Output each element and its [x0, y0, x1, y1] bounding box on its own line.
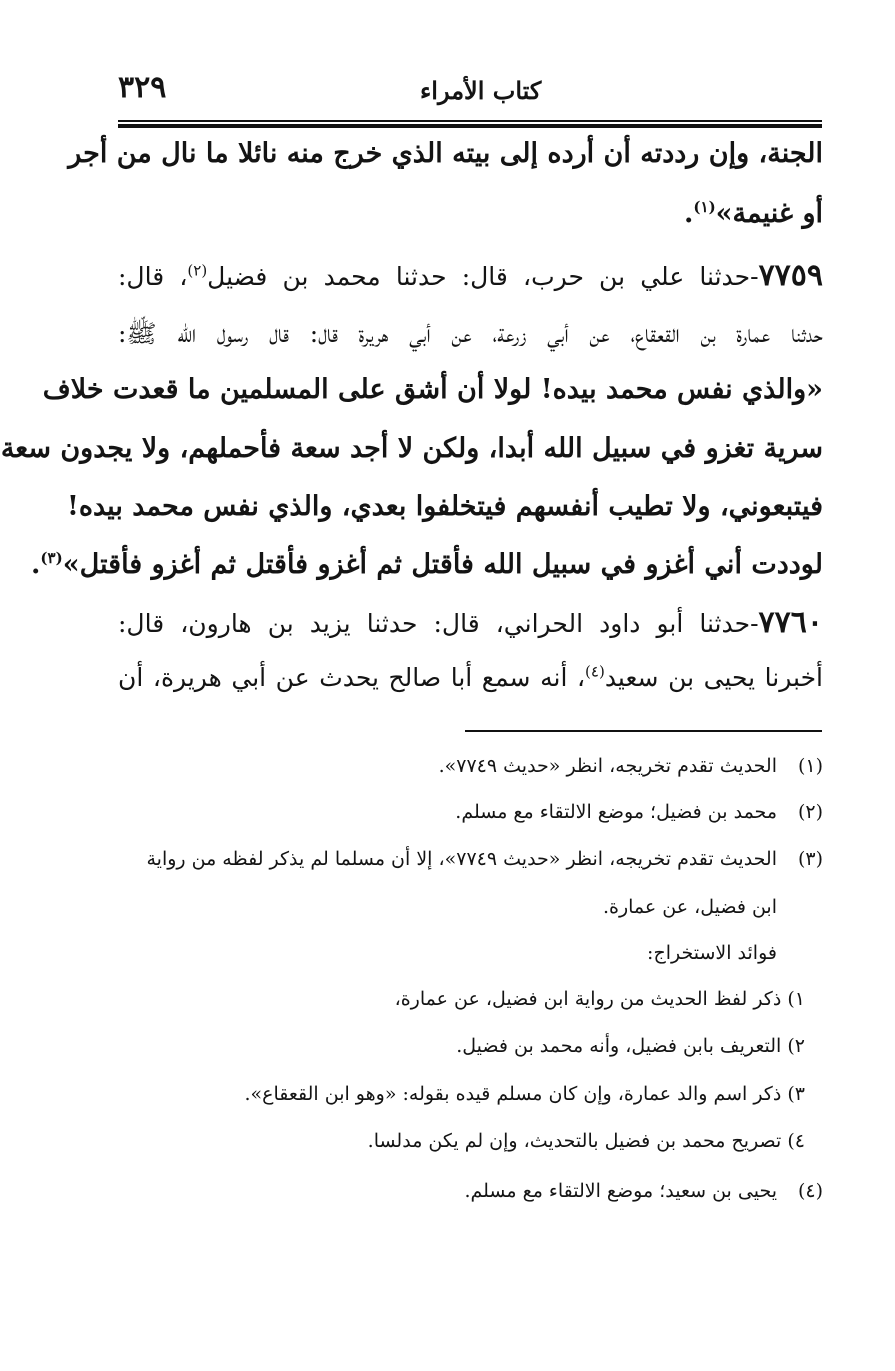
- footnote-2: [103, 801, 823, 823]
- footnote-3-continued: ابن فضيل، عن عمارة.: [602, 896, 777, 918]
- hadith-number: ٧٧٥٩: [758, 258, 824, 293]
- footnote-marker: (١): [797, 755, 823, 777]
- isnad-line: حدثنا عمارة بن القعقاع، عن أبي زرعة، عن أبي هريرة قال: قال رسول الله ﷺ:: [118, 319, 823, 348]
- punctuation: .: [31, 549, 41, 580]
- isnad-text: أخبرنا يحيى بن سعيد: [604, 663, 823, 692]
- page-header: [118, 70, 822, 116]
- hadith-text-line: «والذي نفس محمد بيده! لولا أن أشق على المسلمين ما قعدت خلاف: [42, 374, 823, 405]
- page-number: ٣٢٩: [118, 70, 167, 105]
- header-rule-thick: [118, 124, 822, 128]
- benefit-item: ٣) ذكر اسم والد عمارة، وإن كان مسلم قيده بقوله: «وهو ابن القعقاع».: [244, 1083, 805, 1105]
- footnote-separator: [465, 730, 822, 732]
- footnote-ref: (٤): [585, 662, 605, 681]
- footnote-3: [103, 848, 823, 870]
- footnote-marker: (٢): [797, 801, 823, 823]
- benefit-item: ١) ذكر لفظ الحديث من رواية ابن فضيل، عن عمارة،: [394, 988, 805, 1010]
- footnote-ref: (٢): [187, 261, 208, 280]
- running-title: كتاب الأمراء: [420, 76, 542, 105]
- footnote-text: الحديث تقدم تخريجه، انظر «حديث ٧٧٤٩».: [438, 755, 777, 777]
- footnote-1: [103, 755, 823, 777]
- footnote-text: الحديث تقدم تخريجه، انظر «حديث ٧٧٤٩»، إلا أن مسلما لم يذكر لفظه من رواية: [146, 848, 777, 870]
- hadith-7760-line: [118, 605, 823, 640]
- hadith-text-line: [118, 198, 823, 229]
- footnote-marker: (٤): [797, 1180, 823, 1202]
- isnad-line: [118, 663, 823, 692]
- isnad-text: -حدثنا أبو داود الحراني، قال: حدثنا يزيد بن هارون، قال:: [118, 609, 759, 638]
- hadith-text-line: الجنة، وإن رددته أن أرده إلى بيته الذي خرج منه نائلا ما نال من أجر: [68, 138, 823, 169]
- footnote-marker: (٣): [797, 848, 823, 870]
- footnote-text: يحيى بن سعيد؛ موضع الالتقاء مع مسلم.: [464, 1180, 777, 1202]
- punctuation: .: [683, 198, 694, 229]
- hadith-text-line: سرية تغزو في سبيل الله أبدا، ولكن لا أجد سعة فأحملهم، ولا يجدون سعة: [0, 433, 823, 464]
- hadith-text-line: فيتبعوني، ولا تطيب أنفسهم فيتخلفوا بعدي، والذي نفس محمد بيده!: [67, 491, 823, 522]
- footnote-ref: (٣): [40, 549, 63, 567]
- hadith-text: لوددت أني أغزو في سبيل الله فأقتل ثم أغزو فأقتل ثم أغزو فأقتل»: [62, 549, 823, 580]
- footnote-4: [103, 1180, 823, 1202]
- isnad-text: ، أنه سمع أبا صالح يحدث عن أبي هريرة، أن: [118, 663, 586, 692]
- benefit-item: ٤) تصريح محمد بن فضيل بالتحديث، وإن لم يكن مدلسا.: [367, 1130, 805, 1152]
- benefits-title: فوائد الاستخراج:: [647, 942, 777, 964]
- header-rule-thin: [118, 120, 822, 122]
- footnote-text: محمد بن فضيل؛ موضع الالتقاء مع مسلم.: [455, 801, 777, 823]
- isnad-text: -حدثنا علي بن حرب، قال: حدثنا محمد بن فضيل: [207, 262, 759, 291]
- hadith-7759-line: [118, 258, 823, 293]
- isnad-text: ، قال:: [118, 262, 188, 291]
- hadith-text: أو غنيمة»: [715, 198, 823, 229]
- hadith-text-line: [31, 549, 823, 580]
- footnote-ref: (١): [693, 198, 716, 216]
- benefit-item: ٢) التعريف بابن فضيل، وأنه محمد بن فضيل.: [456, 1035, 805, 1057]
- hadith-number: ٧٧٦٠: [758, 605, 823, 640]
